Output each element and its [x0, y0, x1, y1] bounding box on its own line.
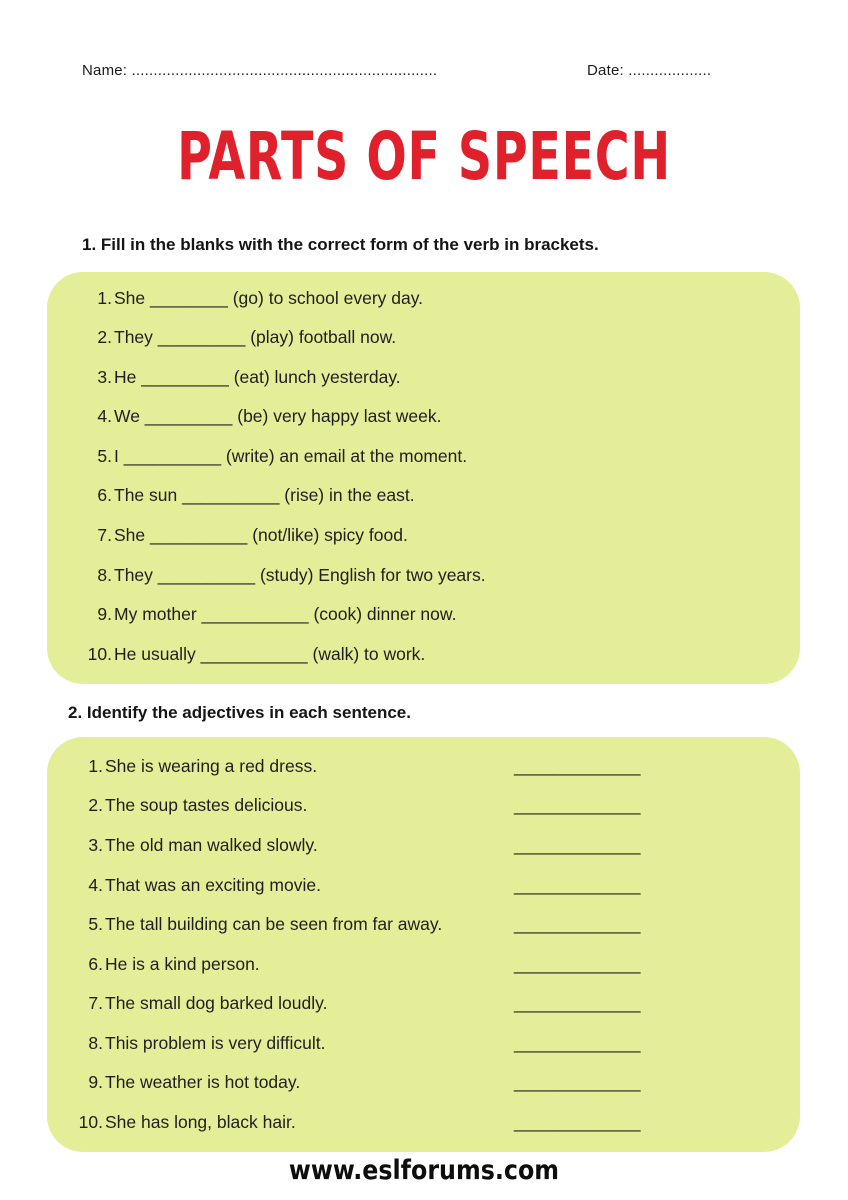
item-number: 1. [97, 288, 112, 308]
item-number: 8. [97, 565, 112, 585]
answer-blank: _____________ [514, 795, 641, 815]
answer-blank: _____________ [514, 914, 641, 934]
item-text: They __________ (study) English for two years. [114, 565, 486, 585]
answer-blank: _____________ [514, 1112, 641, 1132]
item-text: The old man walked slowly. [105, 835, 318, 855]
answer-blank: _____________ [514, 993, 641, 1013]
item-number: 4. [97, 406, 112, 426]
item-text: The sun __________ (rise) in the east. [114, 485, 415, 505]
item-number: 10. [87, 644, 112, 664]
item-text: We _________ (be) very happy last week. [114, 406, 442, 426]
section-1-heading: 1. Fill in the blanks with the correct form of the verb in brackets. [82, 235, 599, 254]
section-1-panel [47, 272, 800, 684]
item-number: 5. [88, 914, 103, 934]
item-number: 9. [88, 1072, 103, 1092]
item-text: She has long, black hair. [105, 1112, 296, 1132]
item-text: This problem is very difficult. [105, 1033, 326, 1053]
name-field-label: Name: ...................................................................... [82, 62, 438, 79]
footer-website-link[interactable]: www.eslforums.com [288, 1155, 560, 1186]
item-number: 4. [88, 875, 103, 895]
item-number: 8. [88, 1033, 103, 1053]
item-text: He is a kind person. [105, 954, 260, 974]
item-number: 7. [97, 525, 112, 545]
item-number: 10. [78, 1112, 103, 1132]
item-text: She ________ (go) to school every day. [114, 288, 424, 308]
item-text: The weather is hot today. [105, 1072, 301, 1092]
answer-blank: _____________ [514, 835, 641, 855]
answer-blank: _____________ [514, 1033, 641, 1053]
item-number: 6. [88, 954, 103, 974]
item-number: 3. [97, 367, 112, 387]
item-text: She __________ (not/like) spicy food. [114, 525, 408, 545]
item-text: The soup tastes delicious. [105, 795, 308, 815]
item-text: I __________ (write) an email at the moment. [114, 446, 468, 466]
section-2-heading: 2. Identify the adjectives in each sentence. [68, 703, 411, 722]
answer-blank: _____________ [514, 756, 641, 776]
item-text: She is wearing a red dress. [105, 756, 318, 776]
item-text: My mother ___________ (cook) dinner now. [114, 604, 457, 624]
item-number: 5. [97, 446, 112, 466]
section-2-panel [47, 737, 800, 1152]
item-number: 6. [97, 485, 112, 505]
item-text: The tall building can be seen from far away. [105, 914, 443, 934]
answer-blank: _____________ [514, 954, 641, 974]
item-text: He usually ___________ (walk) to work. [114, 644, 426, 664]
item-number: 1. [88, 756, 103, 776]
item-text: The small dog barked loudly. [105, 993, 328, 1013]
item-text: He _________ (eat) lunch yesterday. [114, 367, 401, 387]
item-text: That was an exciting movie. [105, 875, 321, 895]
answer-blank: _____________ [514, 875, 641, 895]
item-number: 7. [88, 993, 103, 1013]
item-number: 3. [88, 835, 103, 855]
item-number: 2. [88, 795, 103, 815]
answer-blank: _____________ [514, 1072, 641, 1092]
item-number: 2. [97, 327, 112, 347]
item-text: They _________ (play) football now. [114, 327, 397, 347]
page-title: PARTS OF SPEECH [177, 118, 671, 195]
date-field-label: Date: ................... [587, 62, 712, 79]
item-number: 9. [97, 604, 112, 624]
